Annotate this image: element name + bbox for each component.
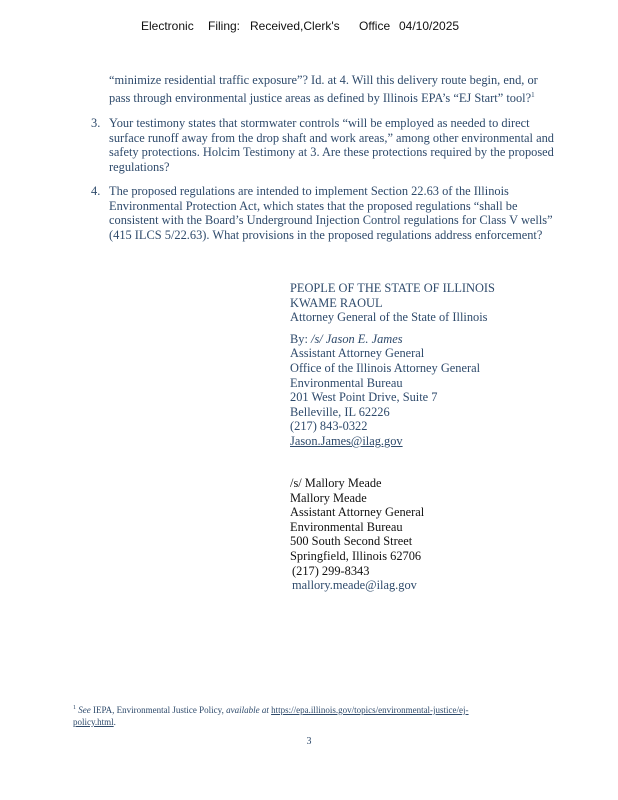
question-4-line: (415 ILCS 5/22.63). What provisions in the proposed regulations address enforcement? <box>109 227 543 242</box>
footnote-url-link-cont[interactable]: policy.html <box>73 717 114 727</box>
footnote-url-link[interactable]: https://epa.illinois.gov/topics/environmental-justice/ej- <box>271 705 469 715</box>
sig2-bureau: Environmental Bureau <box>290 519 403 534</box>
sig-phone: (217) 843-0322 <box>290 419 368 434</box>
footnote-end: . <box>113 717 116 727</box>
sig2-address-2: Springfield, Illinois 62706 <box>290 548 422 563</box>
sig2-address-1: 500 South Second Street <box>290 534 413 549</box>
question-4-line: consistent with the Board’s Underground Injection Control regulations for Class V wells” <box>109 213 553 227</box>
page-number: 3 <box>306 736 312 747</box>
question-3-line: Your testimony states that stormwater controls “will be employed as needed to direct <box>109 116 530 130</box>
header-office: Office <box>359 19 391 33</box>
sig-by-name: /s/ Jason E. James <box>311 331 403 346</box>
sig2-phone: (217) 299-8343 <box>292 563 370 578</box>
sig2-name: Mallory Meade <box>290 490 367 505</box>
signature-block-raoul <box>290 281 495 449</box>
sig2-title: Assistant Attorney General <box>290 505 425 520</box>
question-3-text <box>109 116 554 174</box>
question-3-line: regulations? <box>109 159 170 174</box>
question-4-text <box>109 184 553 242</box>
footnote-line-2 <box>73 716 469 728</box>
header-received: Received,Clerk's <box>250 19 340 33</box>
footnote-available: available at <box>226 705 269 715</box>
intro-line-2 <box>109 88 538 106</box>
sig2-signature: /s/ Mallory Meade <box>290 476 382 490</box>
signature-block-meade <box>290 476 424 593</box>
question-3-line: safety protections. Holcim Testimony at 3. Are these protections required by the proposed <box>109 145 554 159</box>
footnote-text: IEPA, Environmental Justice Policy, <box>90 705 227 715</box>
filing-header <box>0 19 618 39</box>
footnote-see: See <box>78 705 91 715</box>
footnote <box>73 702 469 728</box>
question-4-line: Environmental Protection Act, which states that the proposed regulations “shall be <box>109 198 518 213</box>
sig-office: Office of the Illinois Attorney General <box>290 360 481 375</box>
sig-email-link[interactable]: Jason.James@ilag.gov <box>290 433 403 448</box>
sig-org: PEOPLE OF THE STATE OF ILLINOIS <box>290 281 495 295</box>
intro-paragraph <box>109 73 538 105</box>
sig-address-2: Belleville, IL 62226 <box>290 404 390 419</box>
footnote-ref: 1 <box>531 90 535 99</box>
sig-name: KWAME RAOUL <box>290 295 383 310</box>
sig-by-line <box>290 332 495 347</box>
intro-line-1: “minimize residential traffic exposure”? Id. at 4. Will this delivery route begin, end, or <box>109 73 538 87</box>
sig-title: Assistant Attorney General <box>290 346 425 361</box>
header-electronic: Electronic <box>141 19 194 33</box>
question-3-number: 3. <box>91 116 101 130</box>
question-3-line: surface runoff away from the drop shaft and work areas,” among other environmental and <box>109 130 554 145</box>
footnote-marker: 1 <box>73 705 76 711</box>
sig-by-prefix: By: <box>290 331 311 346</box>
header-date: 04/10/2025 <box>399 19 460 33</box>
sig2-email-link[interactable]: mallory.meade@ilag.gov <box>292 578 417 593</box>
sig-spacer <box>290 325 495 332</box>
header-filing: Filing: <box>208 19 241 33</box>
question-4-line: The proposed regulations are intended to implement Section 22.63 of the Illinois <box>109 184 509 198</box>
sig-bureau: Environmental Bureau <box>290 375 403 390</box>
footnote-line-1 <box>73 702 469 716</box>
question-4-number: 4. <box>91 184 101 198</box>
intro-line-2-text: pass through environmental justice areas as defined by Illinois EPA’s “EJ Start” tool? <box>109 90 532 105</box>
sig-role: Attorney General of the State of Illinois <box>290 310 488 325</box>
sig-address-1: 201 West Point Drive, Suite 7 <box>290 390 438 405</box>
